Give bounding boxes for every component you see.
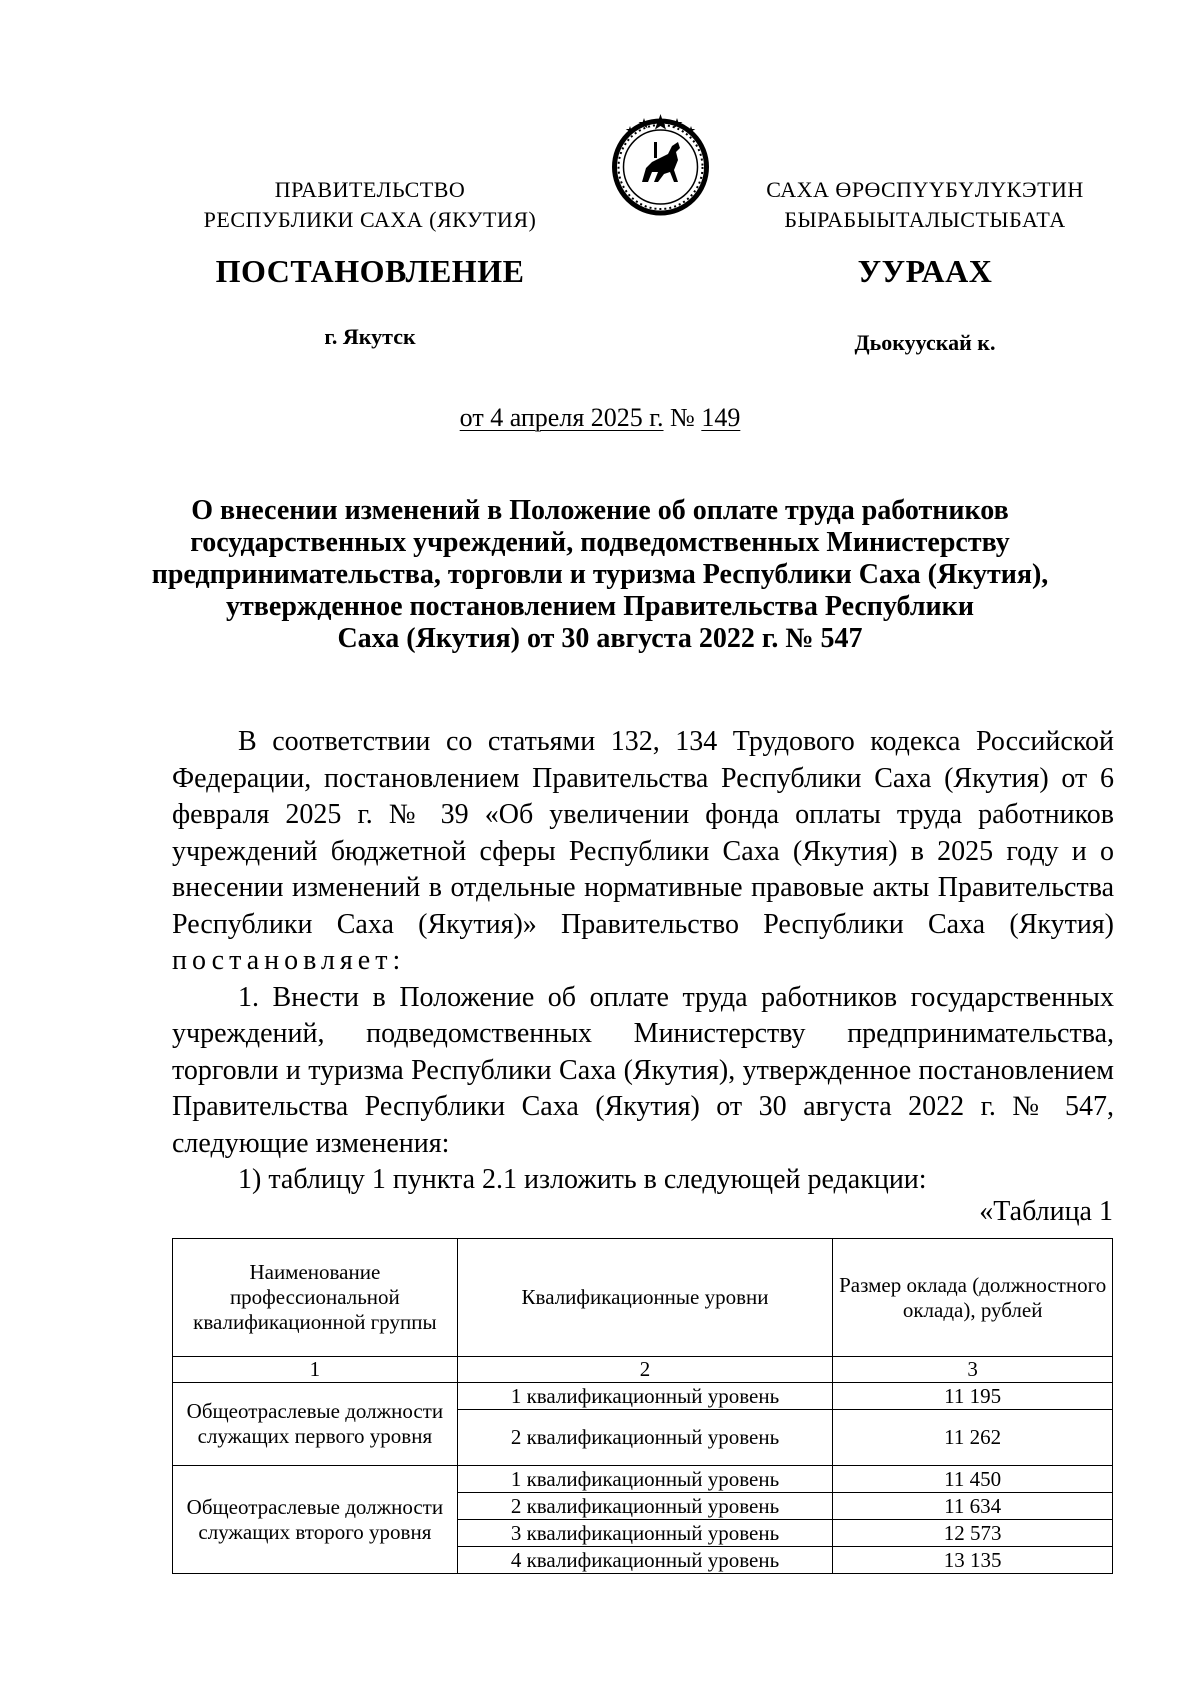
salary-cell: 11 450 (833, 1466, 1113, 1493)
header-right (735, 175, 1115, 235)
table-row (173, 1383, 1113, 1410)
number-sign: № (670, 403, 695, 432)
salary-cell: 13 135 (833, 1547, 1113, 1574)
level-cell: 1 квалификационный уровень (457, 1383, 833, 1410)
table-header-row (173, 1239, 1113, 1357)
coat-of-arms-emblem (608, 112, 713, 217)
column-number-row (173, 1357, 1113, 1383)
document-number: 149 (701, 403, 741, 432)
title-line: утвержденное постановлением Правительства Республики (226, 591, 974, 622)
city-ru: г. Якутск (324, 324, 416, 349)
salary-cell: 11 634 (833, 1493, 1113, 1520)
paragraph-subitem-1: 1) таблицу 1 пункта 2.1 изложить в следующей редакции: (238, 1164, 927, 1195)
header-left-line1: ПРАВИТЕЛЬСТВО (274, 177, 466, 202)
column-number: 2 (457, 1357, 833, 1383)
header-right-line1: САХА ӨРӨСПҮҮБҮЛҮКЭТИН (766, 177, 1084, 202)
document-title (100, 495, 1100, 655)
title-line: Саха (Якутия) от 30 августа 2022 г. № 547 (337, 623, 863, 654)
header-right-line2: БЫРАБЫЫТАЛЫСТЫБАТА (784, 207, 1066, 232)
level-cell: 3 квалификационный уровень (457, 1520, 833, 1547)
table-row (173, 1466, 1113, 1493)
title-line: государственных учреждений, подведомственных Министерству (190, 527, 1010, 558)
date-line (0, 403, 1200, 433)
table-caption: «Таблица 1 (979, 1196, 1113, 1227)
header-cell: Наименование профессиональной квалификационной группы (173, 1239, 458, 1357)
document-body (172, 724, 1114, 1199)
header-cell: Размер оклада (должностного оклада), рублей (833, 1239, 1113, 1357)
city-sah: Дьокуускай к. (854, 330, 996, 355)
salary-table (172, 1238, 1113, 1574)
paragraph-item-1: 1. Внести в Положение об оплате труда работников государственных учреждений, подведомственных Министерству предпринимательства, торговли и туризма Республики Саха (Якутия), утвержденное постановлением Правительства Республики Саха (Якутия) от 30 августа 2022 г. № 547, следующие изменения: (172, 981, 1114, 1159)
header-left-line2: РЕСПУБЛИКИ САХА (ЯКУТИЯ) (203, 207, 537, 232)
header-left (180, 175, 560, 235)
level-cell: 2 квалификационный уровень (457, 1410, 833, 1466)
group-name-cell: Общеотраслевые должности служащих второго уровня (173, 1466, 458, 1574)
doc-type-sah: УУРААХ (857, 253, 993, 289)
salary-cell: 12 573 (833, 1520, 1113, 1547)
column-number: 1 (173, 1357, 458, 1383)
paragraph-preamble: В соответствии со статьями 132, 134 Трудового кодекса Российской Федерации, постановлением Правительства Республики Саха (Якутия) от 6 февраля 2025 г. № 39 «Об увеличении фонда оплаты труда работников учреждений бюджетной сферы Республики Саха (Якутия) в 2025 году и о внесении изменений в отдельные нормативные правовые акты Правительства Республики Саха (Якутия)» Правительство Республики Саха (Якутия) постановляет: (172, 726, 1114, 976)
level-cell: 1 квалификационный уровень (457, 1466, 833, 1493)
salary-cell: 11 262 (833, 1410, 1113, 1466)
doc-type-ru: ПОСТАНОВЛЕНИЕ (215, 253, 525, 289)
document-date: от 4 апреля 2025 г. (459, 403, 664, 432)
title-line: О внесении изменений в Положение об оплате труда работников (191, 495, 1009, 526)
level-cell: 2 квалификационный уровень (457, 1493, 833, 1520)
resolves-word: постановляет: (172, 945, 406, 976)
salary-cell: 11 195 (833, 1383, 1113, 1410)
column-number: 3 (833, 1357, 1113, 1383)
group-name-cell: Общеотраслевые должности служащих первого уровня (173, 1383, 458, 1466)
level-cell: 4 квалификационный уровень (457, 1547, 833, 1574)
header-cell: Квалификационные уровни (457, 1239, 833, 1357)
title-line: предпринимательства, торговли и туризма Республики Саха (Якутия), (151, 559, 1049, 590)
